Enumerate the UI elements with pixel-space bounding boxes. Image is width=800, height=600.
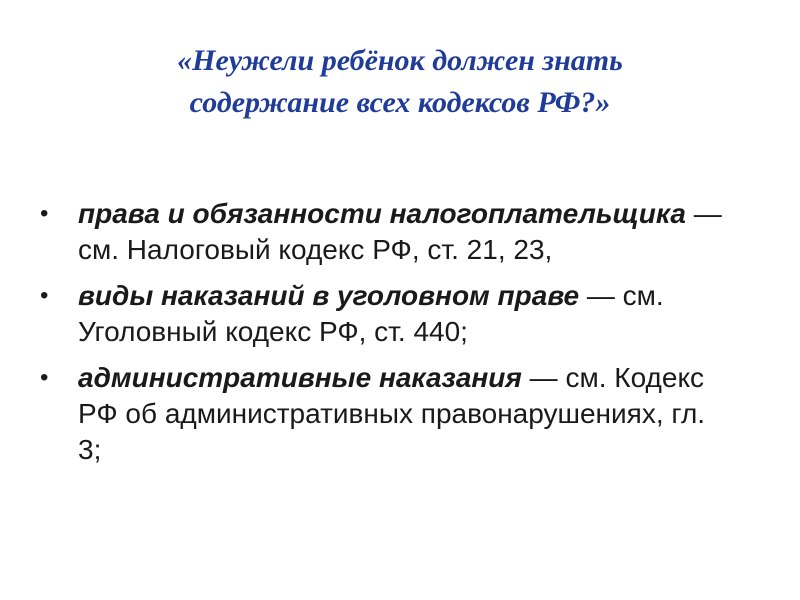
bullet-dot-icon: •: [40, 282, 49, 309]
bullet-text: — см. Уголовный кодекс РФ, ст. 440;: [78, 280, 664, 347]
bullet-item-administrative-punishments: [40, 360, 730, 468]
bullet-emphasis: права и обязанности налогоплательщика: [78, 198, 686, 229]
slide-title-line-1: «Неужели ребёнок должен знать: [177, 44, 623, 77]
bullet-item-tax-rights: [40, 196, 730, 268]
bullet-dot-icon: •: [40, 200, 49, 227]
bullet-text: — см. Кодекс РФ об административных правонарушениях, гл. 3;: [78, 362, 706, 465]
slide-title-line-2: содержание всех кодексов РФ?»: [189, 86, 611, 119]
slide-title: [60, 40, 740, 124]
bullet-item-criminal-punishments: [40, 278, 730, 350]
bullet-dot-icon: •: [40, 364, 49, 391]
bullet-list: [40, 196, 730, 478]
bullet-emphasis: виды наказаний в уголовном праве: [78, 280, 580, 311]
bullet-text: — см. Налоговый кодекс РФ, ст. 21, 23,: [78, 198, 722, 265]
bullet-emphasis: административные наказания: [78, 362, 522, 393]
